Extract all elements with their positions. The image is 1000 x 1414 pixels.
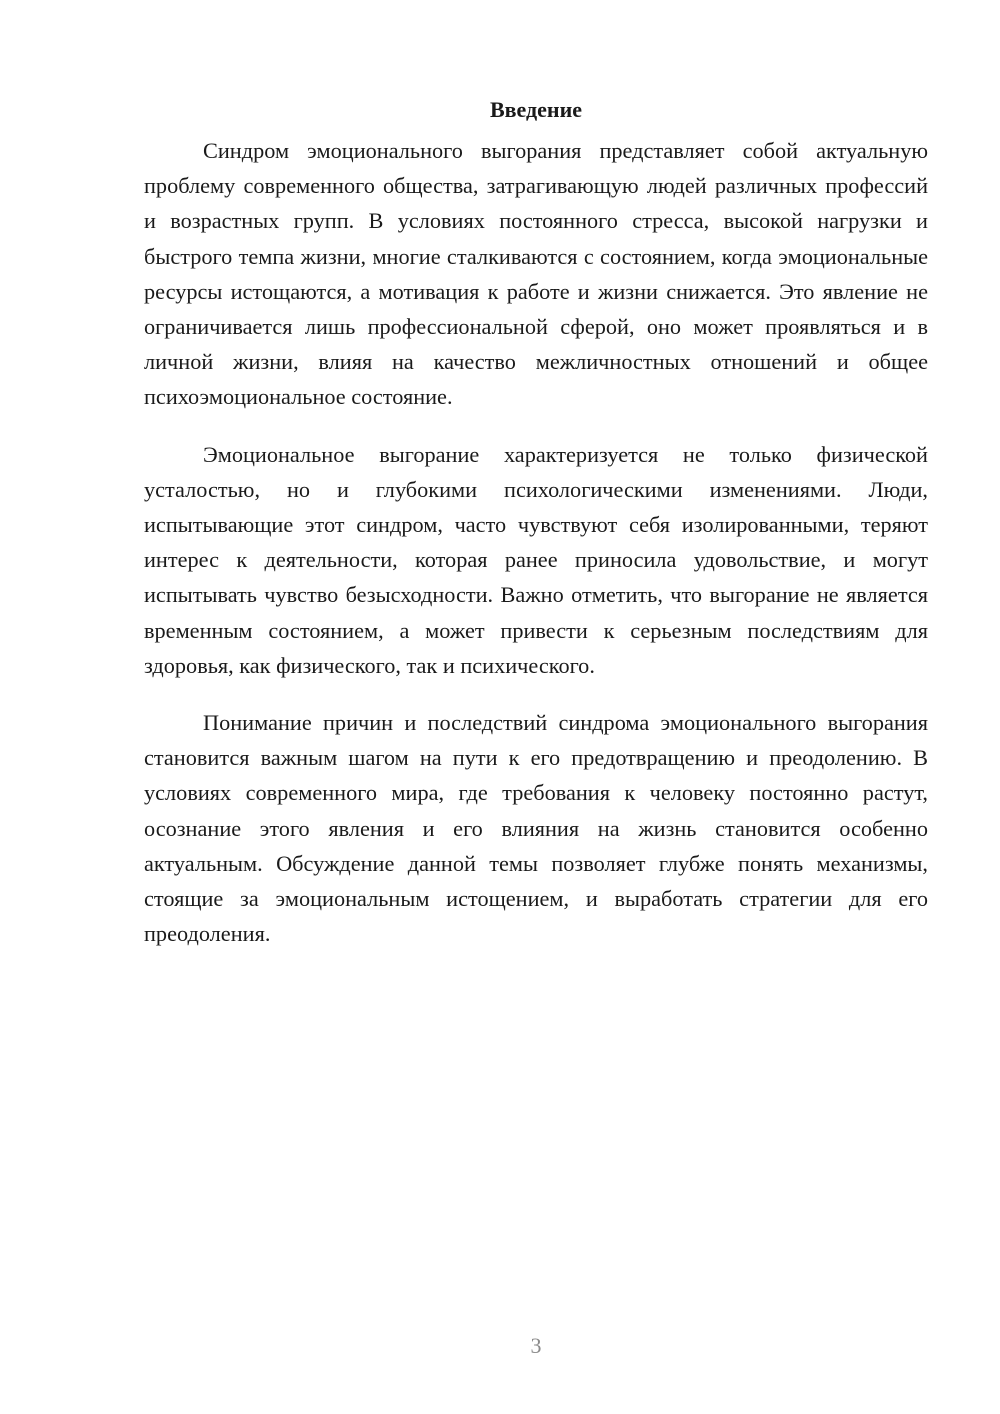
section-heading: Введение [489, 97, 583, 122]
page-content [144, 92, 928, 973]
paragraph-1: Синдром эмоционального выгорания представляет собой актуальную проблему современного общества, затрагивающую людей различных профессий и возрастных групп. В условиях постоянного стресса, высокой нагрузки и быстрого темпа жизни, многие сталкиваются с состоянием, когда эмоциональные ресурсы истощаются, а мотивация к работе и жизни снижается. Это явление не ограничивается лишь профессиональной сферой, оно может проявляться и в личной жизни, влияя на качество межличностных отношений и общее психоэмоциональное состояние. [144, 138, 928, 410]
page-number: 3 [530, 1333, 542, 1358]
paragraph-2: Эмоциональное выгорание характеризуется не только физической усталостью, но и глубокими психологическими изменениями. Люди, испытывающие этот синдром, часто чувствуют себя изолированными, теряют интерес к деятельности, которая ранее приносила удовольствие, и могут испытывать чувство безысходности. Важно отметить, что выгорание не является временным состоянием, а может привести к серьезным последствиям для здоровья, как физического, так и психического. [144, 441, 928, 678]
paragraph-3: Понимание причин и последствий синдрома эмоционального выгорания становится важным шагом на пути к его предотвращению и преодолению. В условиях современного мира, где требования к человеку постоянно растут, осознание этого явления и его влияния на жизнь становится особенно актуальным. Обсуждение данной темы позволяет глубже понять механизмы, стоящие за эмоциональным истощением, и выработать стратегии для его преодоления. [144, 710, 928, 947]
